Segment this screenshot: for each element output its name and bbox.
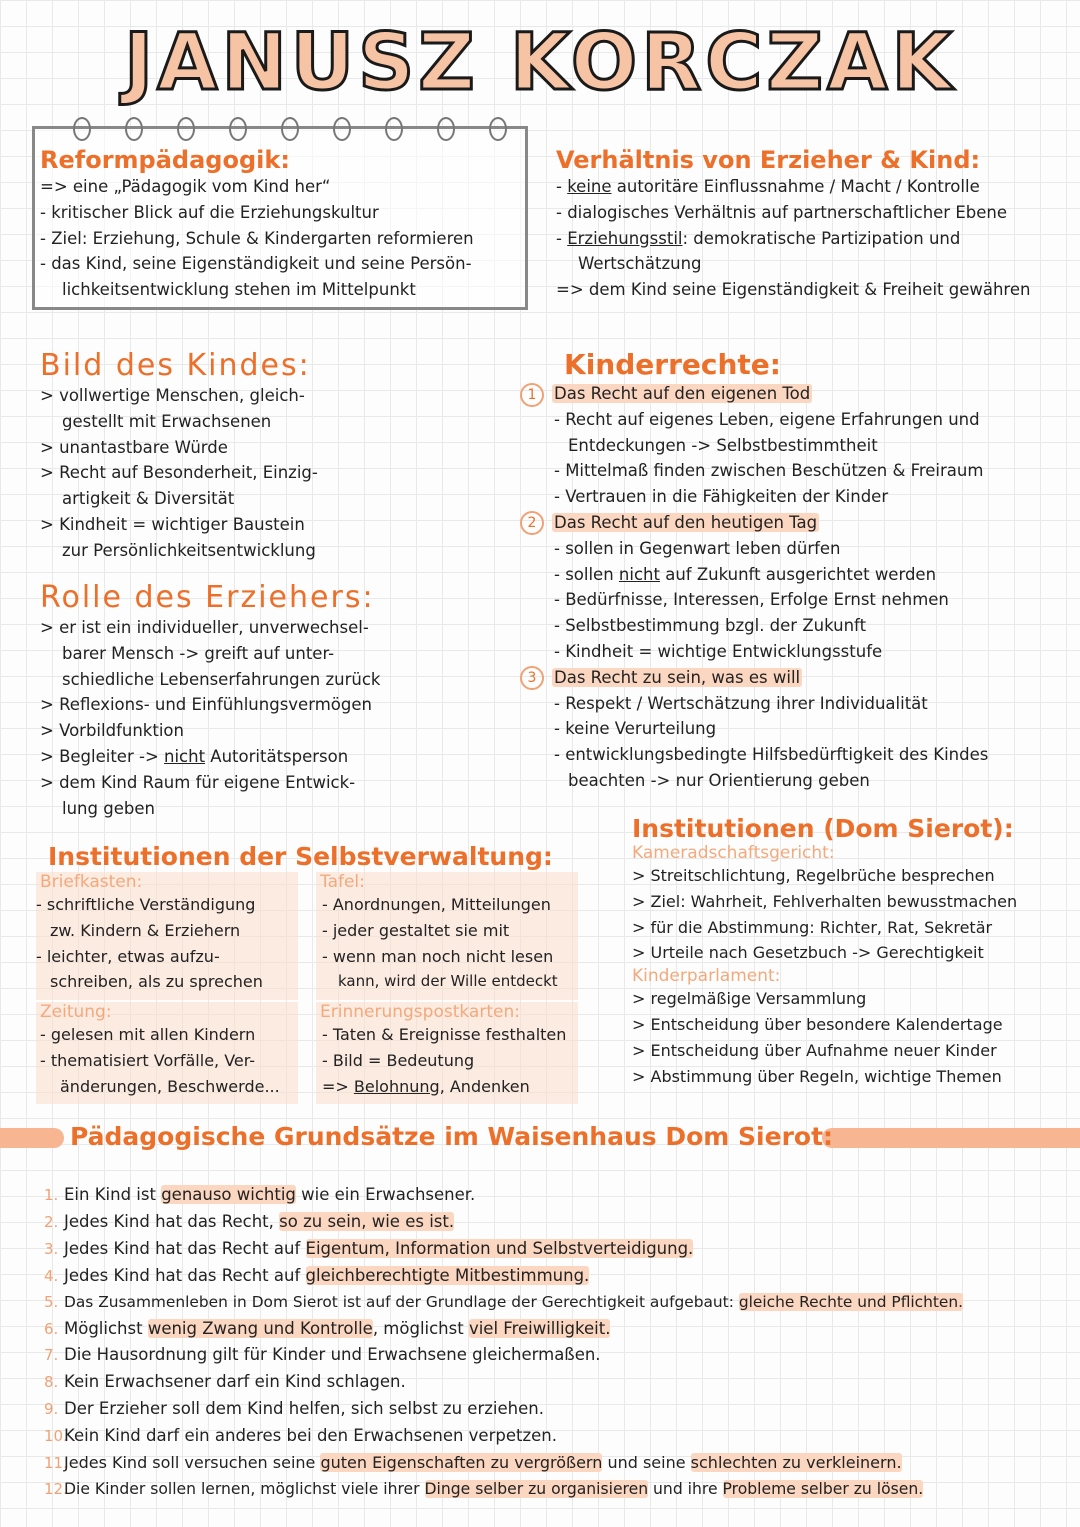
recht-line: - keine Verurteilung: [554, 719, 717, 739]
recht-line: - Vertrauen in die Fähigkeiten der Kinder: [554, 487, 889, 507]
reform-line: - kritischer Blick auf die Erziehungskultur: [40, 202, 379, 222]
reform-line: => eine „Pädagogik vom Kind her“: [40, 177, 331, 196]
zeitung-label: Zeitung:: [40, 1002, 112, 1022]
verhaeltnis-line: - keine autoritäre Einflussnahme / Macht / Kontrolle: [556, 177, 980, 196]
tafel-line: - wenn man noch nicht lesen: [322, 946, 554, 966]
bild-line: > unantastbare Würde: [40, 437, 228, 457]
list-item: 7. Die Hausordnung gilt für Kinder und Erwachsene gleichermaßen.: [44, 1345, 601, 1365]
bild-line: > vollwertige Menschen, gleich-: [40, 386, 305, 405]
postkarten-line: - Bild = Bedeutung: [322, 1050, 475, 1070]
list-item: 3. Jedes Kind hat das Recht auf Eigentum, Information und Selbstverteidigung.: [44, 1238, 694, 1258]
zeitung-line: - thematisiert Vorfälle, Ver-: [40, 1050, 256, 1070]
list-item: 4. Jedes Kind hat das Recht auf gleichberechtigte Mitbestimmung.: [44, 1265, 590, 1285]
recht-line: Entdeckungen -> Selbstbestimmtheit: [568, 435, 878, 455]
recht-line: - Bedürfnisse, Interessen, Erfolge Ernst nehmen: [554, 590, 949, 610]
rolle-line: barer Mensch -> greift auf unter-: [62, 643, 335, 663]
rolle-line: > er ist ein individueller, unverwechsel-: [40, 618, 369, 637]
dom-line: > Streitschlichtung, Regelbrüche besprechen: [632, 866, 995, 885]
bild-line: gestellt mit Erwachsenen: [62, 411, 272, 431]
list-item: 12.Die Kinder sollen lernen, möglichst viele ihrer Dinge selber zu organisieren und ihre Probleme selber zu lösen.: [44, 1479, 924, 1498]
rolle-line: > Reflexions- und Einfühlungsvermögen: [40, 695, 372, 715]
recht-title: 1 Das Recht auf den eigenen Tod: [520, 381, 988, 407]
recht-line: - Recht auf eigenes Leben, eigene Erfahrungen und: [554, 409, 980, 429]
dom-line: > Abstimmung über Regeln, wichtige Themen: [632, 1066, 1002, 1086]
bild-section: [40, 348, 318, 564]
list-item: 10.Kein Kind darf ein anderes bei den Erwachsenen verpetzen.: [44, 1426, 557, 1446]
recht-title: 2 Das Recht auf den heutigen Tag: [520, 510, 988, 536]
reform-heading: Reformpädagogik:: [40, 146, 290, 174]
bild-line: artigkeit & Diversität: [62, 489, 235, 509]
dom-line: > regelmäßige Versammlung: [632, 989, 867, 1009]
dom-line: > Ziel: Wahrheit, Fehlverhalten bewusstmachen: [632, 891, 1018, 911]
rolle-heading: Rolle des Erziehers:: [40, 580, 375, 615]
verhaeltnis-line: => dem Kind seine Eigenständigkeit & Freiheit gewähren: [556, 280, 1031, 300]
kinderrechte-section: [520, 348, 988, 794]
recht-line: - Respekt / Wertschätzung ihrer Individualität: [554, 693, 928, 713]
page-title: JANUSZ KORCZAK: [124, 18, 956, 108]
tafel-panel: [316, 872, 578, 1000]
kinderparlament-label: Kinderparlament:: [632, 966, 781, 987]
postkarten-panel: [316, 1002, 578, 1104]
dom-sierot-heading: Institutionen (Dom Sierot):: [632, 814, 1014, 843]
verhaeltnis-line: Wertschätzung: [578, 254, 702, 274]
recht-line: - sollen nicht auf Zukunft ausgerichtet werden: [554, 564, 937, 584]
selbstverwaltung-heading: Institutionen der Selbstverwaltung:: [48, 842, 553, 871]
dom-line: > Entscheidung über Aufnahme neuer Kinder: [632, 1040, 997, 1060]
briefkasten-line: zw. Kindern & Erziehern: [50, 920, 241, 940]
rolle-section: [40, 580, 381, 821]
bild-line: > Kindheit = wichtiger Baustein: [40, 514, 305, 534]
list-item: 11.Jedes Kind soll versuchen seine guten Eigenschaften zu vergrößern und seine schlechten zu verkleinern.: [44, 1453, 902, 1473]
rolle-line: schiedliche Lebenserfahrungen zurück: [62, 669, 381, 689]
kameradschaftsgericht-label: Kameradschaftsgericht:: [632, 843, 835, 863]
bild-heading: Bild des Kindes:: [40, 348, 311, 383]
verhaeltnis-line: - Erziehungsstil: demokratische Partizipation und: [556, 228, 961, 248]
postkarten-line: - Taten & Ereignisse festhalten: [322, 1025, 567, 1044]
tafel-line: - Anordnungen, Mitteilungen: [322, 895, 551, 914]
recht-line: - Selbstbestimmung bzgl. der Zukunft: [554, 616, 867, 636]
rolle-line: lung geben: [62, 798, 155, 818]
zeitung-line: - gelesen mit allen Kindern: [40, 1025, 256, 1044]
recht-line: - Mittelmaß finden zwischen Beschützen & Freiraum: [554, 461, 984, 481]
banner-bar-left: [0, 1128, 64, 1148]
list-item: 8. Kein Erwachsener darf ein Kind schlagen.: [44, 1372, 406, 1392]
rolle-line: > dem Kind Raum für eigene Entwick-: [40, 772, 356, 792]
bild-line: > Recht auf Besonderheit, Einzig-: [40, 463, 318, 483]
banner-bar-right: [822, 1128, 1080, 1148]
verhaeltnis-line: - dialogisches Verhältnis auf partnerschaftlicher Ebene: [556, 202, 1007, 222]
reform-line: lichkeitsentwicklung stehen im Mittelpunkt: [62, 280, 416, 300]
zeitung-panel: [36, 1002, 298, 1104]
postkarten-label: Erinnerungspostkarten:: [320, 1002, 520, 1022]
briefkasten-line: schreiben, als zu sprechen: [50, 972, 263, 992]
number-circle-icon: 2: [520, 511, 544, 535]
verhaeltnis-section: [556, 146, 1030, 303]
list-item: 1. Ein Kind ist genauso wichtig wie ein Erwachsener.: [44, 1185, 476, 1204]
briefkasten-line: - schriftliche Verständigung: [36, 895, 256, 914]
tafel-label: Tafel:: [320, 872, 365, 892]
zeitung-line: änderungen, Beschwerde...: [60, 1076, 280, 1096]
recht-line: - sollen in Gegenwart leben dürfen: [554, 538, 841, 558]
postkarten-line: => Belohnung, Andenken: [322, 1076, 530, 1096]
recht-line: beachten -> nur Orientierung geben: [568, 770, 870, 790]
verhaeltnis-heading: Verhältnis von Erzieher & Kind:: [556, 146, 981, 174]
recht-line: - Kindheit = wichtige Entwicklungsstufe: [554, 641, 883, 661]
list-item: 6. Möglichst wenig Zwang und Kontrolle, möglichst viel Freiwilligkeit.: [44, 1318, 611, 1338]
dom-line: > für die Abstimmung: Richter, Rat, Sekretär: [632, 917, 993, 937]
grundsaetze-heading: Pädagogische Grundsätze im Waisenhaus Dom Sierot:: [70, 1122, 834, 1151]
grundsaetze-list: [44, 1182, 963, 1503]
rolle-line: > Begleiter -> nicht Autoritätsperson: [40, 746, 349, 766]
dom-line: > Entscheidung über besondere Kalendertage: [632, 1014, 1003, 1034]
number-circle-icon: 1: [520, 383, 544, 407]
rolle-line: > Vorbildfunktion: [40, 721, 184, 741]
bild-line: zur Persönlichkeitsentwicklung: [62, 540, 316, 560]
list-item: 2. Jedes Kind hat das Recht, so zu sein, wie es ist.: [44, 1211, 455, 1231]
tafel-line: kann, wird der Wille entdeckt: [338, 972, 558, 991]
dom-sierot-section: [632, 814, 1017, 1089]
tafel-line: - jeder gestaltet sie mit: [322, 920, 510, 940]
reform-line: - das Kind, seine Eigenständigkeit und seine Persön-: [40, 254, 472, 274]
reform-line: - Ziel: Erziehung, Schule & Kindergarten reformieren: [40, 228, 474, 248]
briefkasten-label: Briefkasten:: [40, 872, 143, 892]
list-item: 5. Das Zusammenleben in Dom Sierot ist auf der Grundlage der Gerechtigkeit aufgebaut: gleiche Rechte und Pflichten.: [44, 1292, 964, 1311]
briefkasten-panel: [36, 872, 298, 1000]
reform-section: [40, 146, 474, 303]
dom-line: > Urteile nach Gesetzbuch -> Gerechtigkeit: [632, 943, 984, 963]
kinderrechte-heading: Kinderrechte:: [564, 348, 781, 381]
briefkasten-line: - leichter, etwas aufzu-: [36, 946, 220, 966]
number-circle-icon: 3: [520, 666, 544, 690]
recht-title: 3 Das Recht zu sein, was es will: [520, 665, 988, 691]
list-item: 9. Der Erzieher soll dem Kind helfen, sich selbst zu erziehen.: [44, 1399, 544, 1419]
recht-line: - entwicklungsbedingte Hilfsbedürftigkeit des Kindes: [554, 745, 989, 765]
